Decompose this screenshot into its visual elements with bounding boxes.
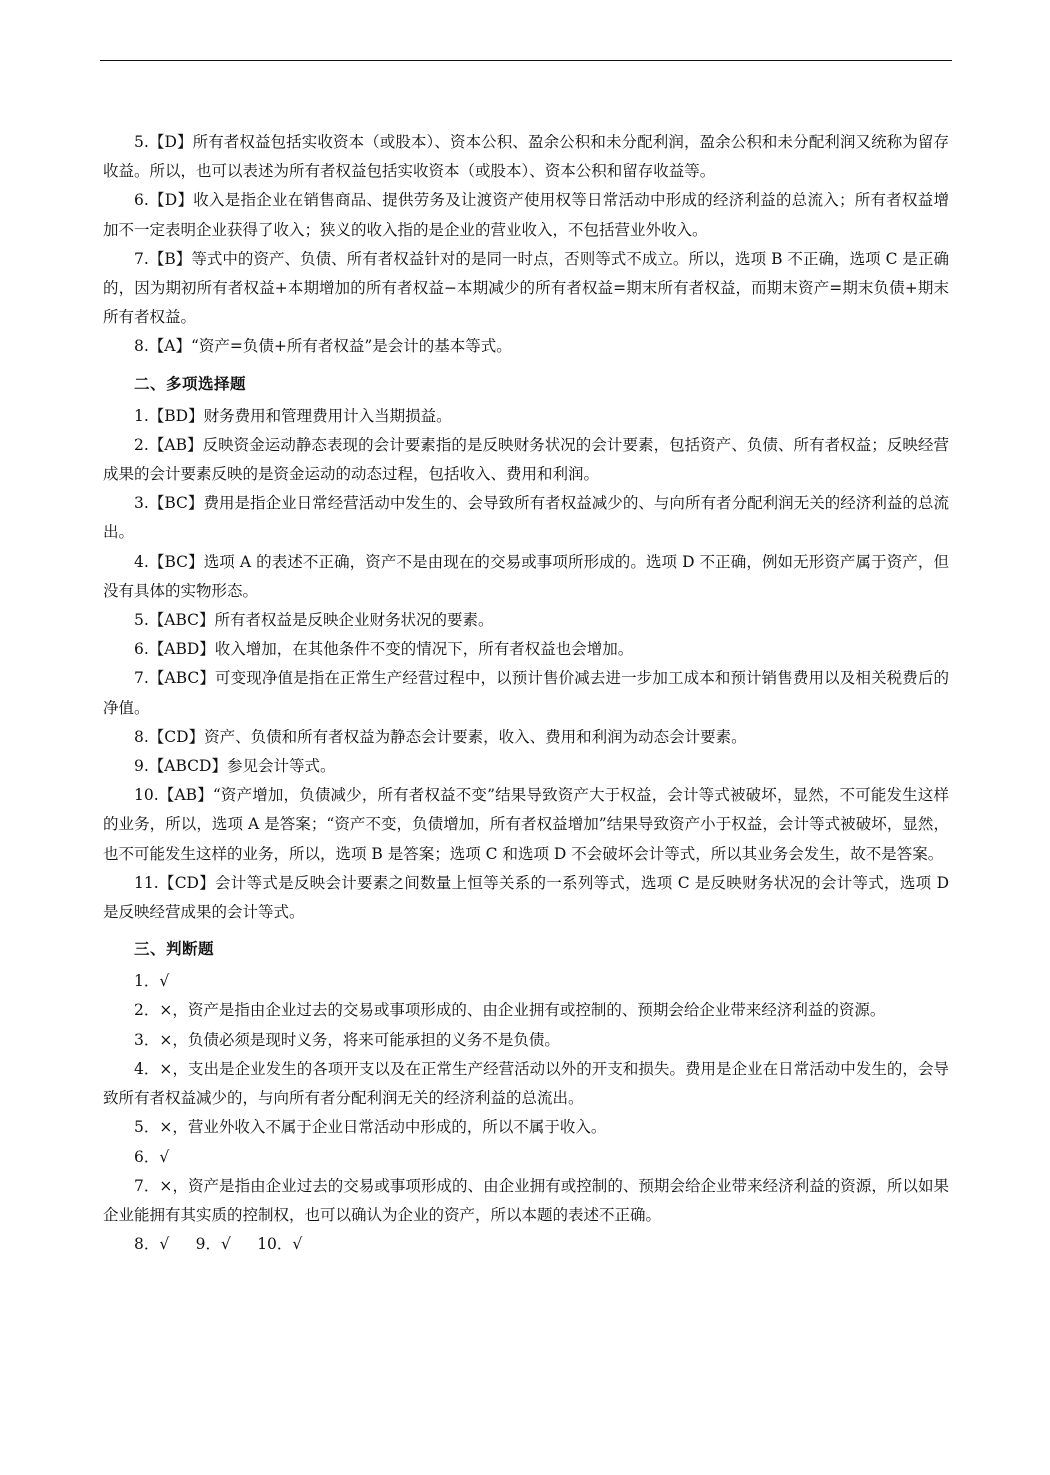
true-false-answers — [103, 967, 949, 1259]
answer-item: 8．√ — [134, 1235, 170, 1254]
answer-paragraph: 9.【ABCD】参见会计等式。 — [134, 757, 336, 776]
answer-item: 10．√ — [257, 1235, 303, 1254]
answer-paragraph: 7.【B】等式中的资产、负债、所有者权益针对的是同一时点，否则等式不成立。所以，选项 B 不正确，选项 C 是正确的，因为期初所有者权益+本期增加的所有者权益−本期减少的所有者权益=期末所有者权益，而期末资产=期末负债+期末所有者权益。 — [103, 249, 950, 327]
answer-paragraph: 4.【BC】选项 A 的表述不正确，资产不是由现在的交易或事项所形成的。选项 D 不正确，例如无形资产属于资产，但没有具体的实物形态。 — [103, 552, 949, 600]
answer-paragraph: 8.【CD】资产、负债和所有者权益为静态会计要素，收入、费用和利润为动态会计要素。 — [134, 727, 747, 746]
answer-paragraph: 4．×，支出是企业发生的各项开支以及在正常生产经营活动以外的开支和损失。费用是企业在日常活动中发生的，会导致所有者权益减少的，与向所有者分配利润无关的经济利益的总流出。 — [103, 1059, 949, 1108]
answer-paragraph: 1．√ — [134, 972, 170, 991]
section-heading-true-false: 三、判断题 — [134, 940, 215, 959]
answer-paragraph: 7．×，资产是指由企业过去的交易或事项形成的、由企业拥有或控制的、预期会给企业带来经济利益的资源，所以如果企业能拥有其实质的控制权，也可以确认为企业的资产，所以本题的表述不正确。 — [103, 1176, 949, 1224]
single-choice-answers — [103, 128, 949, 362]
answer-paragraph: 5.【D】所有者权益包括实收资本（或股本）、资本公积、盈余公积和未分配利润，盈余公积和未分配利润又统称为留存收益。所以，也可以表述为所有者权益包括实收资本（或股本）、资本公积和留存收益等。 — [103, 133, 949, 181]
answer-paragraph: 2．×，资产是指由企业过去的交易或事项形成的、由企业拥有或控制的、预期会给企业带来经济利益的资源。 — [134, 1001, 886, 1020]
answer-paragraph: 5．×，营业外收入不属于企业日常活动中形成的，所以不属于收入。 — [134, 1118, 607, 1137]
answer-paragraph: 3．×，负债必须是现时义务，将来可能承担的义务不是负债。 — [134, 1030, 560, 1049]
section-heading-multiple-choice: 二、多项选择题 — [134, 374, 247, 393]
answer-paragraph: 6.【ABD】收入增加，在其他条件不变的情况下，所有者权益也会增加。 — [134, 640, 634, 659]
answer-content — [103, 128, 949, 1259]
answer-paragraph: 7.【ABC】可变现净值是指在正常生产经营过程中，以预计售价减去进一步加工成本和预计销售费用以及相关税费后的净值。 — [103, 669, 949, 717]
answer-line-combined — [103, 1230, 949, 1259]
header-rule — [100, 60, 952, 61]
answer-item: 9．√ — [195, 1235, 231, 1254]
answer-paragraph: 3.【BC】费用是指企业日常经营活动中发生的、会导致所有者权益减少的、与向所有者分配利润无关的经济利益的总流出。 — [103, 494, 949, 542]
answer-paragraph: 10.【AB】“资产增加，负债减少，所有者权益不变”结果导致资产大于权益，会计等式被破坏，显然，不可能发生这样的业务，所以，选项 A 是答案；“资产不变，负债增加，所有者权益增加”结果导致资产小于权益，会计等式被破坏，显然，也不可能发生这样的业务，所以，选项 B 是答案；选项 C 和选项 D 不会破坏会计等式，所以其业务会发生，故不是答案。 — [103, 786, 949, 863]
answer-paragraph: 5.【ABC】所有者权益是反映企业财务状况的要素。 — [134, 611, 494, 630]
answer-paragraph: 8.【A】“资产=负债+所有者权益”是会计的基本等式。 — [134, 337, 512, 356]
answer-paragraph: 1.【BD】财务费用和管理费用计入当期损益。 — [134, 406, 452, 425]
answer-paragraph: 6．√ — [134, 1147, 170, 1166]
answer-paragraph: 11.【CD】会计等式是反映会计要素之间数量上恒等关系的一系列等式，选项 C 是反映财务状况的会计等式，选项 D 是反映经营成果的会计等式。 — [103, 873, 949, 922]
multiple-choice-answers — [103, 402, 949, 928]
answer-paragraph: 6.【D】收入是指企业在销售商品、提供劳务及让渡资产使用权等日常活动中形成的经济利益的总流入；所有者权益增加不一定表明企业获得了收入；狭义的收入指的是企业的营业收入，不包括营业外收入。 — [103, 191, 949, 239]
answer-paragraph: 2.【AB】反映资金运动静态表现的会计要素指的是反映财务状况的会计要素，包括资产、负债、所有者权益；反映经营成果的会计要素反映的是资金运动的动态过程，包括收入、费用和利润。 — [103, 435, 949, 484]
